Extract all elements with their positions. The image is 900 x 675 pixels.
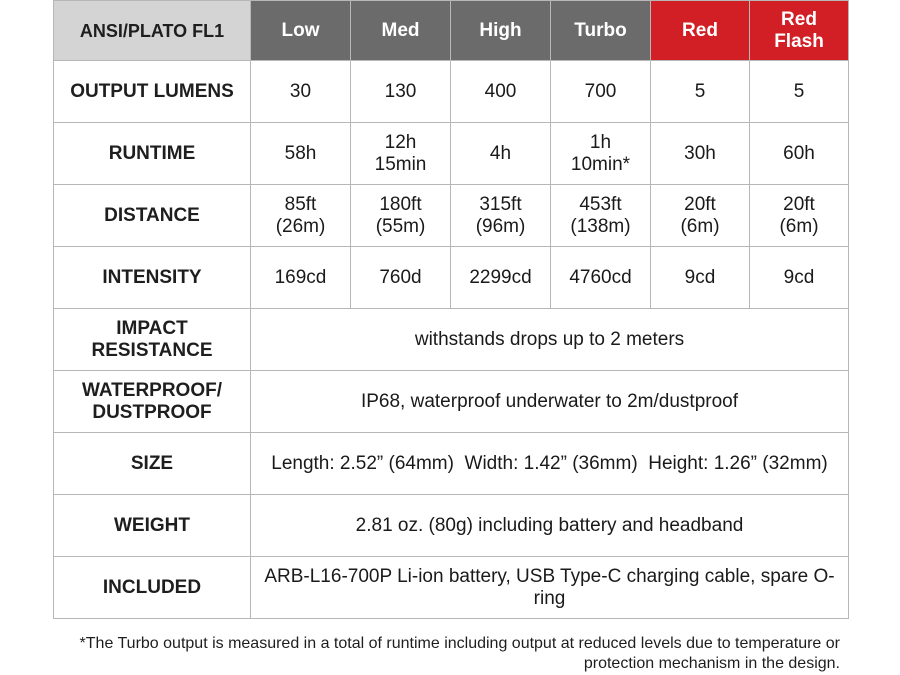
cell-value: 180ft (55m) bbox=[351, 185, 451, 247]
cell-value: 30h bbox=[651, 123, 750, 185]
row-output-lumens bbox=[54, 61, 849, 123]
cell-value: 315ft (96m) bbox=[451, 185, 551, 247]
mode-header-turbo: Turbo bbox=[551, 1, 651, 61]
spanning-value: ARB-L16-700P Li-ion battery, USB Type-C charging cable, spare O-ring bbox=[251, 557, 849, 619]
row-label: DISTANCE bbox=[54, 185, 251, 247]
row-included bbox=[54, 557, 849, 619]
spanning-value: IP68, waterproof underwater to 2m/dustproof bbox=[251, 371, 849, 433]
header-row bbox=[54, 1, 849, 61]
cell-value: 400 bbox=[451, 61, 551, 123]
footnote: *The Turbo output is measured in a total of runtime including output at reduced levels due to temperature or protection mechanism in the design. bbox=[79, 635, 840, 672]
row-label: WEIGHT bbox=[54, 495, 251, 557]
cell-value: 12h 15min bbox=[351, 123, 451, 185]
cell-value: 1h 10min* bbox=[551, 123, 651, 185]
cell-value: 760d bbox=[351, 247, 451, 309]
mode-header-red-flash: Red Flash bbox=[750, 1, 849, 61]
row-size bbox=[54, 433, 849, 495]
cell-value: 9cd bbox=[750, 247, 849, 309]
cell-value: 5 bbox=[651, 61, 750, 123]
row-waterproof bbox=[54, 371, 849, 433]
cell-value: 4760cd bbox=[551, 247, 651, 309]
mode-header-med: Med bbox=[351, 1, 451, 61]
row-label: SIZE bbox=[54, 433, 251, 495]
cell-value: 2299cd bbox=[451, 247, 551, 309]
cell-value: 169cd bbox=[251, 247, 351, 309]
spanning-value: withstands drops up to 2 meters bbox=[251, 309, 849, 371]
cell-value: 20ft (6m) bbox=[750, 185, 849, 247]
row-label: IMPACT RESISTANCE bbox=[54, 309, 251, 371]
spanning-value: Length: 2.52” (64mm) Width: 1.42” (36mm) Height: 1.26” (32mm) bbox=[251, 433, 849, 495]
standard-header: ANSI/PLATO FL1 bbox=[54, 1, 251, 61]
cell-value: 30 bbox=[251, 61, 351, 123]
row-label: WATERPROOF/ DUSTPROOF bbox=[54, 371, 251, 433]
cell-value: 9cd bbox=[651, 247, 750, 309]
cell-value: 700 bbox=[551, 61, 651, 123]
row-label: OUTPUT LUMENS bbox=[54, 61, 251, 123]
cell-value: 58h bbox=[251, 123, 351, 185]
row-impact-resistance bbox=[54, 309, 849, 371]
row-runtime bbox=[54, 123, 849, 185]
cell-value: 85ft (26m) bbox=[251, 185, 351, 247]
cell-value: 5 bbox=[750, 61, 849, 123]
row-distance bbox=[54, 185, 849, 247]
mode-header-low: Low bbox=[251, 1, 351, 61]
spec-table bbox=[53, 0, 849, 619]
cell-value: 453ft (138m) bbox=[551, 185, 651, 247]
row-label: INCLUDED bbox=[54, 557, 251, 619]
cell-value: 130 bbox=[351, 61, 451, 123]
row-label: RUNTIME bbox=[54, 123, 251, 185]
cell-value: 20ft (6m) bbox=[651, 185, 750, 247]
row-weight bbox=[54, 495, 849, 557]
mode-header-high: High bbox=[451, 1, 551, 61]
row-intensity bbox=[54, 247, 849, 309]
cell-value: 4h bbox=[451, 123, 551, 185]
row-label: INTENSITY bbox=[54, 247, 251, 309]
spanning-value: 2.81 oz. (80g) including battery and headband bbox=[251, 495, 849, 557]
mode-header-red: Red bbox=[651, 1, 750, 61]
cell-value: 60h bbox=[750, 123, 849, 185]
